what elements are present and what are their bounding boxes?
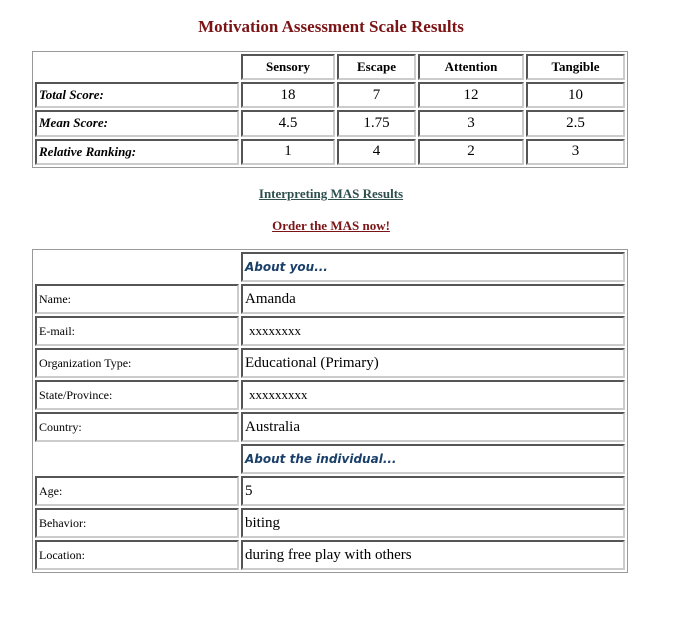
table-row bbox=[35, 476, 625, 506]
section-heading: About the individual... bbox=[241, 444, 625, 474]
column-header: Escape bbox=[337, 54, 416, 80]
table-row bbox=[35, 508, 625, 538]
section-header-row bbox=[35, 444, 625, 474]
table-row bbox=[35, 110, 625, 136]
cell: 2.5 bbox=[526, 110, 625, 136]
table-header-row bbox=[35, 54, 625, 80]
row-label: Relative Ranking: bbox=[35, 139, 239, 165]
interpreting-results-link[interactable]: Interpreting MAS Results bbox=[258, 186, 404, 201]
cell: 1 bbox=[241, 139, 335, 165]
field-value: 5 bbox=[241, 476, 625, 506]
field-label: Location: bbox=[35, 540, 239, 570]
cell: 1.75 bbox=[337, 110, 416, 136]
cell: 10 bbox=[526, 82, 625, 108]
scores-table bbox=[32, 51, 628, 168]
field-value: Australia bbox=[241, 412, 625, 442]
field-value: xxxxxxxx bbox=[241, 316, 625, 346]
page-title: Motivation Assessment Scale Results bbox=[198, 17, 464, 36]
table-row bbox=[35, 380, 625, 410]
empty-cell bbox=[35, 252, 239, 282]
empty-cell bbox=[35, 54, 239, 80]
cell: 18 bbox=[241, 82, 335, 108]
table-row bbox=[35, 412, 625, 442]
cell: 4 bbox=[337, 139, 416, 165]
info-table bbox=[32, 249, 628, 573]
table-row bbox=[35, 316, 625, 346]
field-value: during free play with others bbox=[241, 540, 625, 570]
order-mas-link[interactable]: Order the MAS now! bbox=[272, 218, 390, 233]
table-row bbox=[35, 139, 625, 165]
field-label: Behavior: bbox=[35, 508, 239, 538]
column-header: Sensory bbox=[241, 54, 335, 80]
section-heading: About you... bbox=[241, 252, 625, 282]
field-label: Organization Type: bbox=[35, 348, 239, 378]
cell: 12 bbox=[418, 82, 524, 108]
field-value: Amanda bbox=[241, 284, 625, 314]
field-label: Country: bbox=[35, 412, 239, 442]
field-value: xxxxxxxxx bbox=[241, 380, 625, 410]
cell: 2 bbox=[418, 139, 524, 165]
cell: 3 bbox=[526, 139, 625, 165]
table-row bbox=[35, 540, 625, 570]
section-header-row bbox=[35, 252, 625, 282]
row-label: Mean Score: bbox=[35, 110, 239, 136]
field-label: Name: bbox=[35, 284, 239, 314]
cell: 7 bbox=[337, 82, 416, 108]
cell: 3 bbox=[418, 110, 524, 136]
table-row bbox=[35, 82, 625, 108]
field-label: E-mail: bbox=[35, 316, 239, 346]
field-value: biting bbox=[241, 508, 625, 538]
table-row bbox=[35, 348, 625, 378]
row-label: Total Score: bbox=[35, 82, 239, 108]
table-row bbox=[35, 284, 625, 314]
field-label: State/Province: bbox=[35, 380, 239, 410]
column-header: Attention bbox=[418, 54, 524, 80]
cell: 4.5 bbox=[241, 110, 335, 136]
field-label: Age: bbox=[35, 476, 239, 506]
field-value: Educational (Primary) bbox=[241, 348, 625, 378]
empty-cell bbox=[35, 444, 239, 474]
column-header: Tangible bbox=[526, 54, 625, 80]
